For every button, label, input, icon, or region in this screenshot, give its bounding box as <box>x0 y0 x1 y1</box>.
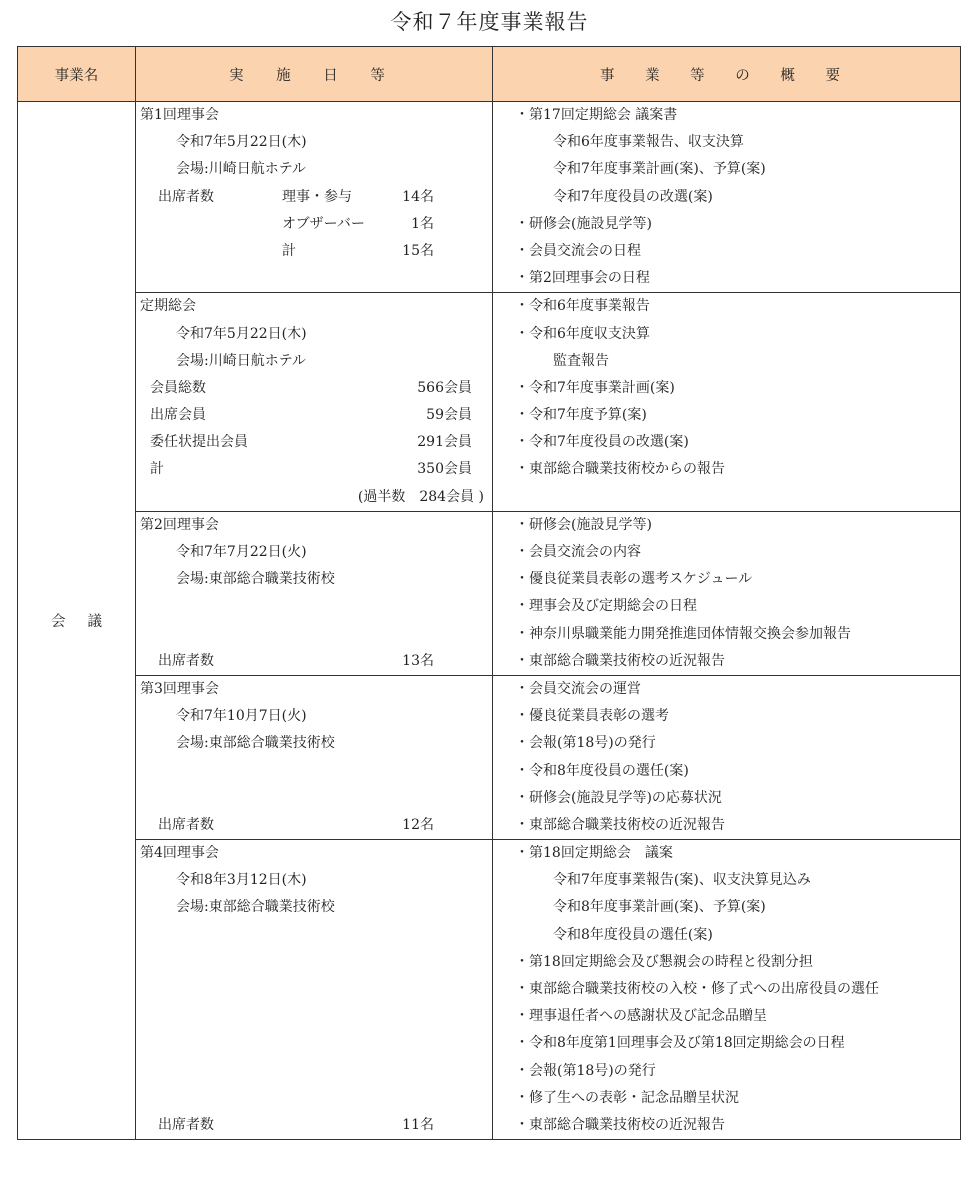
category-label: 会議 <box>51 614 124 631</box>
header-summary-label: 事 業 等 の 概 要 <box>599 67 854 84</box>
meeting-date: 令和8年3月12日(木) <box>176 872 307 889</box>
summary-item: ・優良従業員表彰の選考スケジュール <box>515 571 753 588</box>
date-cell <box>136 511 493 675</box>
summary-item: ・研修会(施設見学等)の応募状況 <box>515 789 722 806</box>
summary-item: ・東部総合職業技術校の近況報告 <box>515 816 725 833</box>
attendance-count: 14名 <box>402 188 434 205</box>
attendance-count: 13名 <box>402 652 434 669</box>
attendance-row <box>136 184 492 211</box>
summary-cell <box>493 511 961 675</box>
attendance-row <box>136 238 492 265</box>
summary-item: ・研修会(施設見学等) <box>515 516 652 533</box>
attendance-count: 11名 <box>402 1116 434 1133</box>
summary-item: ・優良従業員表彰の選考 <box>515 708 669 725</box>
summary-item: ・令和6年度収支決算 <box>515 325 650 342</box>
summary-item: ・理事退任者への感謝状及び記念品贈呈 <box>515 1008 767 1025</box>
majority-row <box>136 484 492 511</box>
date-cell <box>136 675 493 839</box>
meeting-venue: 会場:東部総合職業技術校 <box>176 571 335 588</box>
summary-subitem: 令和8年度事業計画(案)、予算(案) <box>553 899 766 916</box>
header-business-name: 事業名 <box>18 47 136 102</box>
meeting-venue: 会場:川崎日航ホテル <box>176 352 307 369</box>
member-row <box>136 429 492 456</box>
date-cell <box>136 293 493 512</box>
attendance-count: 1名 <box>411 215 434 232</box>
summary-item: ・第2回理事会の日程 <box>515 270 650 287</box>
meeting-date: 令和7年5月22日(木) <box>176 325 307 342</box>
summary-item: ・令和6年度事業報告 <box>515 298 650 315</box>
attendance-label: 出席者数 <box>158 1116 214 1133</box>
summary-item: ・令和7年度予算(案) <box>515 407 647 424</box>
member-value: 566会員 <box>417 379 472 396</box>
summary-cell <box>493 293 961 512</box>
summary-item: ・理事会及び定期総会の日程 <box>515 598 697 615</box>
summary-item: ・会員交流会の日程 <box>515 242 641 259</box>
meeting-name: 第3回理事会 <box>140 680 219 697</box>
summary-item: ・東部総合職業技術校の近況報告 <box>515 1116 725 1133</box>
summary-subitem: 令和7年度事業計画(案)、予算(案) <box>553 161 766 178</box>
summary-item: ・第18回定期総会及び懇親会の時程と役割分担 <box>515 953 813 970</box>
summary-item: ・神奈川県職業能力開発推進団体情報交換会参加報告 <box>515 625 851 642</box>
meeting-venue: 会場:東部総合職業技術校 <box>176 899 335 916</box>
summary-item: ・東部総合職業技術校の近況報告 <box>515 652 725 669</box>
summary-item: ・会報(第18号)の発行 <box>515 1062 656 1079</box>
summary-cell <box>493 840 961 1140</box>
attendance-label: 出席者数 <box>158 652 214 669</box>
summary-item: ・東部総合職業技術校の入校・修了式への出席役員の選任 <box>515 981 879 997</box>
summary-subitem: 令和7年度事業報告(案)、収支決算見込み <box>553 872 811 889</box>
date-cell <box>136 102 493 293</box>
attendance-label: 出席者数 <box>158 816 214 833</box>
attendance-type: 計 <box>282 242 296 259</box>
meeting-name: 第2回理事会 <box>140 516 219 533</box>
member-value: 59会員 <box>426 407 472 424</box>
summary-item: ・研修会(施設見学等) <box>515 215 652 232</box>
majority-value: (過半数 284会員 ) <box>357 488 484 505</box>
summary-subitem: 令和8年度役員の選任(案) <box>553 926 713 943</box>
header-summary <box>493 47 961 102</box>
meeting-venue: 会場:川崎日航ホテル <box>176 161 307 178</box>
meeting-venue: 会場:東部総合職業技術校 <box>176 735 335 752</box>
summary-item: ・令和7年度役員の改選(案) <box>515 434 689 451</box>
member-label: 委任状提出会員 <box>150 434 248 451</box>
date-cell <box>136 840 493 1140</box>
attendance-row <box>136 211 492 238</box>
category-cell <box>18 102 136 1140</box>
summary-item: ・令和8年度第1回理事会及び第18回定期総会の日程 <box>515 1035 845 1052</box>
report-table <box>17 46 961 1140</box>
member-value: 350会員 <box>417 461 472 478</box>
summary-item: ・令和8年度役員の選任(案) <box>515 762 689 779</box>
summary-item: ・第18回定期総会 議案 <box>515 845 673 862</box>
member-row <box>136 402 492 429</box>
header-date <box>136 47 493 102</box>
attendance-row <box>136 648 492 675</box>
attendance-type: 理事・参与 <box>282 188 352 205</box>
member-row <box>136 456 492 483</box>
summary-item: ・会報(第18号)の発行 <box>515 735 656 752</box>
summary-item: ・会員交流会の内容 <box>515 544 641 560</box>
table-row <box>18 102 961 293</box>
table-row <box>18 840 961 1140</box>
meeting-date: 令和7年5月22日(木) <box>176 134 307 151</box>
attendance-row <box>136 1112 492 1139</box>
summary-item: ・令和7年度事業計画(案) <box>515 379 675 396</box>
attendance-count: 15名 <box>402 242 434 259</box>
table-row <box>18 675 961 839</box>
meeting-date: 令和7年7月22日(火) <box>176 544 307 560</box>
summary-cell <box>493 102 961 293</box>
meeting-date: 令和7年10月7日(火) <box>176 708 307 725</box>
attendance-row <box>136 812 492 839</box>
table-row <box>18 293 961 512</box>
summary-subitem: 令和7年度役員の改選(案) <box>553 188 713 205</box>
page-title: 令和７年度事業報告 <box>390 10 589 34</box>
member-value: 291会員 <box>417 434 472 451</box>
member-label: 会員総数 <box>150 379 206 396</box>
summary-subitem: 令和6年度事業報告、収支決算 <box>553 134 744 151</box>
summary-cell <box>493 675 961 839</box>
summary-item: ・修了生への表彰・記念品贈呈状況 <box>515 1089 739 1106</box>
table-header-row <box>18 47 961 102</box>
attendance-type: オブザーバー <box>282 215 365 232</box>
member-label: 出席会員 <box>150 407 206 424</box>
summary-item: ・第17回定期総会 議案書 <box>515 107 678 123</box>
meeting-name: 第1回理事会 <box>140 107 219 123</box>
meeting-name: 第4回理事会 <box>140 845 219 862</box>
header-date-label: 実 施 日 等 <box>229 67 399 84</box>
member-label: 計 <box>150 461 164 478</box>
summary-item: ・会員交流会の運営 <box>515 680 641 697</box>
attendance-label: 出席者数 <box>158 188 214 205</box>
member-row <box>136 375 492 402</box>
meeting-name: 定期総会 <box>140 298 196 315</box>
attendance-count: 12名 <box>402 816 434 833</box>
table-row <box>18 511 961 675</box>
summary-item: ・東部総合職業技術校からの報告 <box>515 461 725 478</box>
summary-subitem: 監査報告 <box>553 352 609 369</box>
